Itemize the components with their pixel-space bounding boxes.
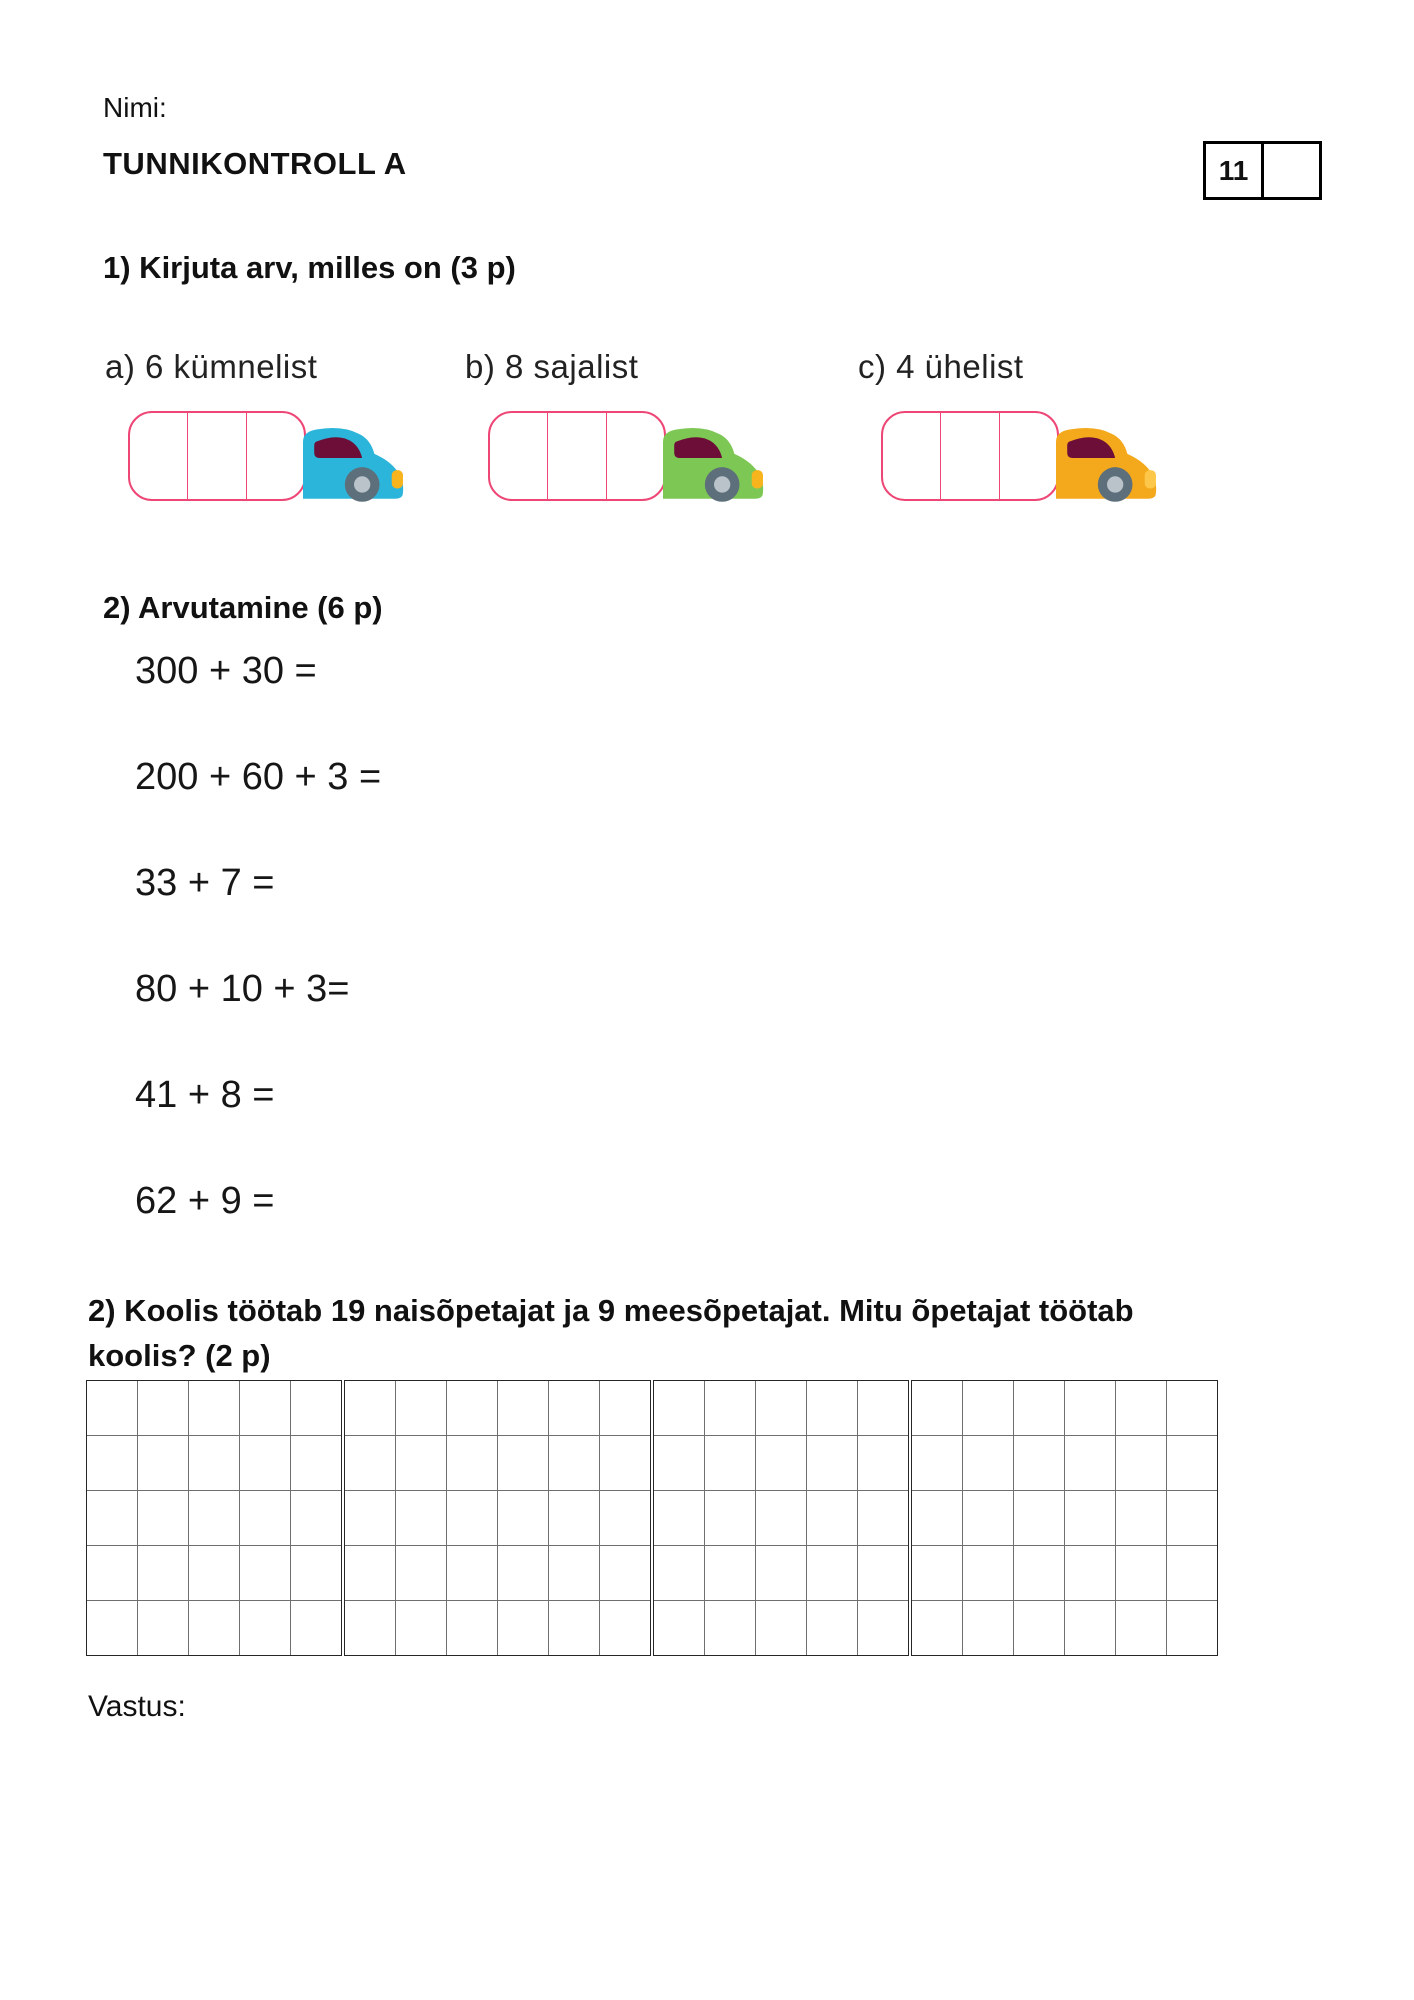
grid-cell — [549, 1491, 599, 1545]
grid-cell — [756, 1546, 806, 1600]
grid-cell — [654, 1546, 704, 1600]
grid-cell — [1065, 1491, 1115, 1545]
grid-cell — [1116, 1491, 1166, 1545]
grid-cell — [963, 1546, 1013, 1600]
grid-cell — [654, 1381, 704, 1435]
digit-box — [488, 411, 666, 501]
grid-cell — [549, 1436, 599, 1490]
score-box — [1203, 141, 1322, 200]
digit-cell-tens — [187, 413, 246, 499]
grid-cell — [807, 1601, 857, 1655]
grid-cell — [858, 1546, 908, 1600]
grid-cell — [858, 1436, 908, 1490]
problem-4: 80 + 10 + 3= — [135, 968, 350, 1010]
problem-6: 62 + 9 = — [135, 1180, 275, 1222]
grid-cell — [912, 1381, 962, 1435]
grid-cell — [705, 1601, 755, 1655]
grid-cell — [1116, 1381, 1166, 1435]
grid-cell — [498, 1546, 548, 1600]
grid-cell — [1116, 1546, 1166, 1600]
digit-box — [128, 411, 306, 501]
grid-cell — [600, 1546, 650, 1600]
grid-cell — [858, 1381, 908, 1435]
grid-cell — [447, 1381, 497, 1435]
grid-cell — [138, 1601, 188, 1655]
grid-cell — [345, 1491, 395, 1545]
grid-cell — [858, 1491, 908, 1545]
grid-cell — [345, 1381, 395, 1435]
grid-cell — [189, 1601, 239, 1655]
grid-cell — [1167, 1546, 1217, 1600]
grid-cell — [807, 1546, 857, 1600]
score-empty-cell — [1261, 141, 1322, 200]
digit-box — [881, 411, 1059, 501]
grid-cell — [756, 1436, 806, 1490]
grid-cell — [963, 1601, 1013, 1655]
grid-cell — [912, 1491, 962, 1545]
grid-cell — [705, 1436, 755, 1490]
grid-cell — [807, 1491, 857, 1545]
question1-item-a — [105, 348, 455, 528]
grid-cell — [549, 1546, 599, 1600]
grid-cell — [756, 1491, 806, 1545]
grid-cell — [1014, 1436, 1064, 1490]
grid-cell — [912, 1546, 962, 1600]
grid-cell — [291, 1436, 341, 1490]
problem-2: 200 + 60 + 3 = — [135, 756, 382, 798]
digit-cell-ones — [607, 413, 664, 499]
digit-cell-ones — [1000, 413, 1057, 499]
problem-list — [135, 652, 381, 1220]
word-problem-line-2: koolis? (2 p) — [88, 1338, 271, 1373]
digit-cell-hundreds — [883, 413, 940, 499]
grid-cell — [1167, 1381, 1217, 1435]
digit-cell-hundreds — [490, 413, 547, 499]
grid-cell — [240, 1381, 290, 1435]
answer-label: Vastus: — [88, 1690, 186, 1723]
grid-cell — [498, 1601, 548, 1655]
answer-grid-group — [344, 1380, 651, 1656]
grid-cell — [345, 1546, 395, 1600]
grid-cell — [396, 1601, 446, 1655]
grid-cell — [912, 1436, 962, 1490]
grid-cell — [189, 1546, 239, 1600]
grid-cell — [447, 1601, 497, 1655]
grid-cell — [291, 1491, 341, 1545]
question2-heading: 2) Arvutamine (6 p) — [103, 590, 383, 625]
question1-item-c — [858, 348, 1208, 528]
grid-cell — [1167, 1436, 1217, 1490]
digit-cell-hundreds — [130, 413, 187, 499]
grid-cell — [1065, 1436, 1115, 1490]
grid-cell — [756, 1381, 806, 1435]
grid-cell — [189, 1491, 239, 1545]
grid-cell — [447, 1546, 497, 1600]
grid-cell — [1065, 1546, 1115, 1600]
grid-cell — [396, 1546, 446, 1600]
grid-cell — [498, 1491, 548, 1545]
grid-cell — [498, 1436, 548, 1490]
grid-cell — [1116, 1601, 1166, 1655]
grid-cell — [807, 1436, 857, 1490]
name-label: Nimi: — [103, 92, 167, 123]
digit-cell-tens — [547, 413, 606, 499]
grid-cell — [705, 1491, 755, 1545]
answer-grid-group — [911, 1380, 1218, 1656]
grid-cell — [705, 1546, 755, 1600]
grid-cell — [396, 1491, 446, 1545]
grid-cell — [345, 1601, 395, 1655]
grid-cell — [963, 1436, 1013, 1490]
grid-cell — [396, 1436, 446, 1490]
grid-cell — [291, 1546, 341, 1600]
car-icon — [303, 419, 405, 503]
grid-cell — [138, 1491, 188, 1545]
item-b-label: b) 8 sajalist — [465, 348, 639, 385]
grid-cell — [912, 1601, 962, 1655]
item-a-label: a) 6 kümnelist — [105, 348, 318, 385]
grid-cell — [291, 1601, 341, 1655]
item-c-label: c) 4 ühelist — [858, 348, 1024, 385]
grid-cell — [291, 1381, 341, 1435]
grid-cell — [600, 1491, 650, 1545]
word-problem-line-1: 2) Koolis töötab 19 naisõpetajat ja 9 meesõpetajat. Mitu õpetajat töötab — [88, 1293, 1134, 1328]
question1-item-b — [465, 348, 815, 528]
grid-cell — [1014, 1381, 1064, 1435]
grid-cell — [756, 1601, 806, 1655]
grid-cell — [858, 1601, 908, 1655]
grid-cell — [240, 1546, 290, 1600]
car-icon — [1056, 419, 1158, 503]
grid-cell — [189, 1436, 239, 1490]
grid-cell — [240, 1436, 290, 1490]
answer-grid-group — [653, 1380, 909, 1656]
grid-cell — [549, 1601, 599, 1655]
grid-cell — [240, 1601, 290, 1655]
grid-cell — [87, 1381, 137, 1435]
grid-cell — [189, 1381, 239, 1435]
grid-cell — [600, 1381, 650, 1435]
grid-cell — [1167, 1601, 1217, 1655]
grid-cell — [447, 1436, 497, 1490]
grid-cell — [963, 1381, 1013, 1435]
grid-cell — [138, 1381, 188, 1435]
grid-cell — [963, 1491, 1013, 1545]
grid-cell — [654, 1601, 704, 1655]
grid-cell — [138, 1436, 188, 1490]
grid-cell — [1065, 1381, 1115, 1435]
digit-cell-tens — [940, 413, 999, 499]
grid-cell — [1014, 1491, 1064, 1545]
grid-cell — [1014, 1601, 1064, 1655]
grid-cell — [240, 1491, 290, 1545]
grid-cell — [138, 1546, 188, 1600]
problem-1: 300 + 30 = — [135, 650, 317, 692]
grid-cell — [345, 1436, 395, 1490]
grid-cell — [1014, 1546, 1064, 1600]
grid-cell — [87, 1601, 137, 1655]
grid-cell — [600, 1436, 650, 1490]
grid-cell — [1065, 1601, 1115, 1655]
word-problem-heading — [88, 1288, 1358, 1378]
problem-3: 33 + 7 = — [135, 862, 275, 904]
grid-cell — [654, 1491, 704, 1545]
score-points-cell: 11 — [1203, 141, 1264, 200]
grid-cell — [447, 1491, 497, 1545]
grid-cell — [549, 1381, 599, 1435]
grid-cell — [87, 1546, 137, 1600]
answer-grid — [86, 1380, 1218, 1656]
digit-cell-ones — [247, 413, 304, 499]
grid-cell — [807, 1381, 857, 1435]
problem-5: 41 + 8 = — [135, 1074, 275, 1116]
question1-heading: 1) Kirjuta arv, milles on (3 p) — [103, 250, 516, 285]
page-title: TUNNIKONTROLL A — [103, 146, 407, 181]
answer-grid-group — [86, 1380, 342, 1656]
grid-cell — [705, 1381, 755, 1435]
grid-cell — [1167, 1491, 1217, 1545]
grid-cell — [600, 1601, 650, 1655]
grid-cell — [396, 1381, 446, 1435]
grid-cell — [87, 1491, 137, 1545]
grid-cell — [498, 1381, 548, 1435]
grid-cell — [654, 1436, 704, 1490]
car-icon — [663, 419, 765, 503]
grid-cell — [87, 1436, 137, 1490]
grid-cell — [1116, 1436, 1166, 1490]
